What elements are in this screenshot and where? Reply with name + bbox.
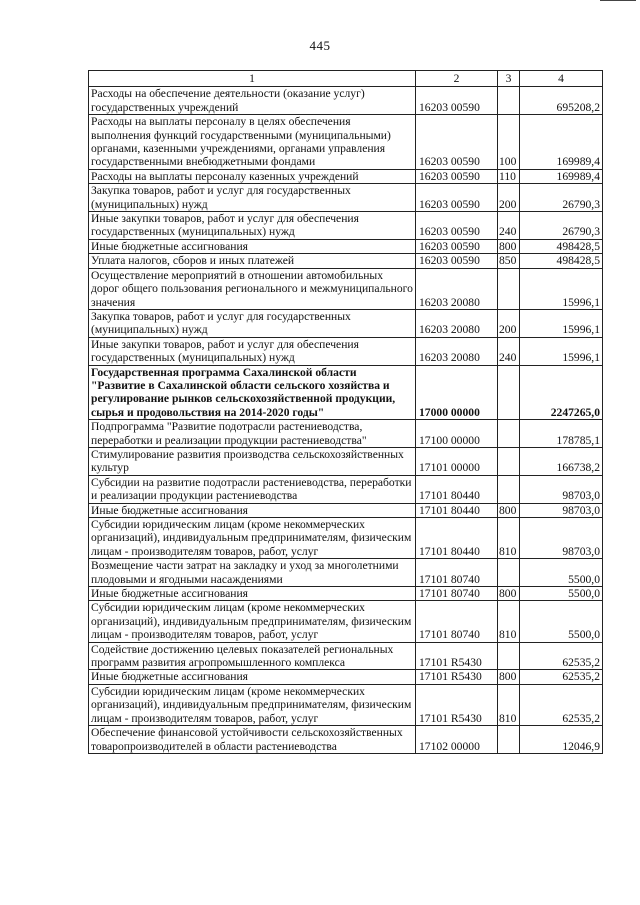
table-row — [89, 337, 603, 365]
row-name-cell: Субсидии юридическим лицам (кроме некоммерческих организаций), индивидуальным предпринимателям, физическим лицам - производителям товаров, работ, услуг — [89, 601, 416, 642]
budget-table — [88, 70, 603, 754]
row-type-cell: 800 — [498, 503, 520, 517]
row-name-cell: Иные закупки товаров, работ и услуг для обеспечения государственных (муниципальных) нужд — [89, 337, 416, 365]
row-name-cell: Расходы на выплаты персоналу в целях обеспечения выполнения функций государственными (муниципальными) органами, казенными учреждениями, органами управления государственными внебюджетными фондами — [89, 115, 416, 170]
row-name-cell: Иные бюджетные ассигнования — [89, 587, 416, 601]
row-type-cell: 810 — [498, 518, 520, 559]
table-row — [89, 239, 603, 253]
row-amount-cell: 15996,1 — [520, 268, 603, 309]
row-type-cell — [498, 420, 520, 448]
row-code-cell: 17101 80440 — [416, 518, 498, 559]
row-type-cell: 100 — [498, 115, 520, 170]
row-code-cell: 17100 00000 — [416, 420, 498, 448]
table-row — [89, 447, 603, 475]
row-name-cell: Субсидии юридическим лицам (кроме некоммерческих организаций), индивидуальным предпринимателям, физическим лицам - производителям товаров, работ, услуг — [89, 518, 416, 559]
table-row — [89, 420, 603, 448]
table-row — [89, 559, 603, 587]
row-code-cell: 16203 00590 — [416, 212, 498, 240]
row-type-cell — [498, 447, 520, 475]
row-name-cell: Уплата налогов, сборов и иных платежей — [89, 254, 416, 268]
table-row — [89, 642, 603, 670]
row-amount-cell: 498428,5 — [520, 254, 603, 268]
row-amount-cell: 98703,0 — [520, 518, 603, 559]
table-row — [89, 254, 603, 268]
table-header-row — [89, 71, 603, 87]
row-amount-cell: 166738,2 — [520, 447, 603, 475]
table-row — [89, 475, 603, 503]
table-row — [89, 268, 603, 309]
row-name-cell: Субсидии юридическим лицам (кроме некоммерческих организаций), индивидуальным предпринимателям, физическим лицам - производителям товаров, работ, услуг — [89, 684, 416, 725]
row-code-cell: 16203 20080 — [416, 268, 498, 309]
row-name-cell: Возмещение части затрат на закладку и уход за многолетними плодовыми и ягодными насаждениями — [89, 559, 416, 587]
row-type-cell: 240 — [498, 337, 520, 365]
page-number: 445 — [309, 38, 331, 53]
row-name-cell: Расходы на обеспечение деятельности (оказание услуг) государственных учреждений — [89, 87, 416, 115]
row-code-cell: 17101 80440 — [416, 475, 498, 503]
column-header-name: 1 — [89, 71, 416, 87]
row-code-cell: 16203 00590 — [416, 115, 498, 170]
row-name-cell: Иные бюджетные ассигнования — [89, 670, 416, 684]
row-code-cell: 17102 00000 — [416, 726, 498, 754]
row-amount-cell: 62535,2 — [520, 670, 603, 684]
row-code-cell: 16203 00590 — [416, 184, 498, 212]
table-row — [89, 503, 603, 517]
row-type-cell — [498, 475, 520, 503]
table-row — [89, 87, 603, 115]
row-name-cell: Содействие достижению целевых показателей региональных программ развития агропромышленного комплекса — [89, 642, 416, 670]
row-type-cell — [498, 726, 520, 754]
row-code-cell: 17101 80740 — [416, 601, 498, 642]
row-code-cell: 17101 80740 — [416, 559, 498, 587]
row-amount-cell: 15996,1 — [520, 337, 603, 365]
table-row — [89, 587, 603, 601]
row-name-cell: Иные бюджетные ассигнования — [89, 239, 416, 253]
row-code-cell: 17101 80740 — [416, 587, 498, 601]
row-code-cell: 16203 00590 — [416, 254, 498, 268]
row-name-cell: Иные закупки товаров, работ и услуг для обеспечения государственных (муниципальных) нужд — [89, 212, 416, 240]
table-row — [89, 601, 603, 642]
row-type-cell: 800 — [498, 587, 520, 601]
row-type-cell: 240 — [498, 212, 520, 240]
row-amount-cell: 26790,3 — [520, 212, 603, 240]
row-amount-cell: 5500,0 — [520, 559, 603, 587]
row-amount-cell: 2247265,0 — [520, 365, 603, 420]
row-code-cell: 17101 R5430 — [416, 670, 498, 684]
row-amount-cell: 12046,9 — [520, 726, 603, 754]
table-row — [89, 184, 603, 212]
row-name-cell: Расходы на выплаты персоналу казенных учреждений — [89, 169, 416, 183]
table-row — [89, 518, 603, 559]
row-amount-cell: 15996,1 — [520, 309, 603, 337]
table-row — [89, 115, 603, 170]
row-type-cell — [498, 87, 520, 115]
row-amount-cell: 5500,0 — [520, 601, 603, 642]
row-name-cell: Обеспечение финансовой устойчивости сельскохозяйственных товаропроизводителей в области растениеводства — [89, 726, 416, 754]
row-amount-cell: 26790,3 — [520, 184, 603, 212]
row-code-cell: 16203 00590 — [416, 169, 498, 183]
page-edge-mark — [600, 0, 636, 1]
row-code-cell: 16203 00590 — [416, 239, 498, 253]
row-name-cell: Иные бюджетные ассигнования — [89, 503, 416, 517]
row-amount-cell: 62535,2 — [520, 642, 603, 670]
row-type-cell — [498, 268, 520, 309]
row-code-cell: 17000 00000 — [416, 365, 498, 420]
row-code-cell: 16203 00590 — [416, 87, 498, 115]
row-amount-cell: 695208,2 — [520, 87, 603, 115]
row-code-cell: 17101 R5430 — [416, 642, 498, 670]
row-type-cell: 810 — [498, 684, 520, 725]
row-amount-cell: 169989,4 — [520, 169, 603, 183]
row-type-cell: 110 — [498, 169, 520, 183]
row-amount-cell: 178785,1 — [520, 420, 603, 448]
row-amount-cell: 498428,5 — [520, 239, 603, 253]
row-type-cell — [498, 365, 520, 420]
row-type-cell: 200 — [498, 309, 520, 337]
table-row — [89, 684, 603, 725]
row-amount-cell: 169989,4 — [520, 115, 603, 170]
table-row — [89, 169, 603, 183]
row-amount-cell: 98703,0 — [520, 475, 603, 503]
row-amount-cell: 5500,0 — [520, 587, 603, 601]
row-type-cell: 200 — [498, 184, 520, 212]
row-type-cell: 800 — [498, 239, 520, 253]
column-header-code: 2 — [416, 71, 498, 87]
row-type-cell: 850 — [498, 254, 520, 268]
table-row — [89, 365, 603, 420]
row-type-cell — [498, 559, 520, 587]
row-name-cell: Государственная программа Сахалинской области "Развитие в Сахалинской области сельского хозяйства и регулирование рынков сельскохозяйственной продукции, сырья и продовольствия на 2014-2020 годы" — [89, 365, 416, 420]
row-name-cell: Закупка товаров, работ и услуг для государственных (муниципальных) нужд — [89, 309, 416, 337]
column-header-amount: 4 — [520, 71, 603, 87]
row-name-cell: Осуществление мероприятий в отношении автомобильных дорог общего пользования регионального и межмуниципального значения — [89, 268, 416, 309]
table-row — [89, 670, 603, 684]
table-row — [89, 309, 603, 337]
row-name-cell: Субсидии на развитие подотрасли растениеводства, переработки и реализации продукции растениеводства — [89, 475, 416, 503]
table-row — [89, 212, 603, 240]
table-row — [89, 726, 603, 754]
row-name-cell: Стимулирование развития производства сельскохозяйственных культур — [89, 447, 416, 475]
row-amount-cell: 98703,0 — [520, 503, 603, 517]
column-header-type: 3 — [498, 71, 520, 87]
row-code-cell: 16203 20080 — [416, 309, 498, 337]
row-name-cell: Закупка товаров, работ и услуг для государственных (муниципальных) нужд — [89, 184, 416, 212]
row-code-cell: 17101 00000 — [416, 447, 498, 475]
row-type-cell: 800 — [498, 670, 520, 684]
row-code-cell: 17101 R5430 — [416, 684, 498, 725]
row-code-cell: 17101 80440 — [416, 503, 498, 517]
table-body — [89, 87, 603, 754]
row-amount-cell: 62535,2 — [520, 684, 603, 725]
row-name-cell: Подпрограмма "Развитие подотрасли растениеводства, переработки и реализации продукции растениеводства" — [89, 420, 416, 448]
row-code-cell: 16203 20080 — [416, 337, 498, 365]
row-type-cell — [498, 642, 520, 670]
row-type-cell: 810 — [498, 601, 520, 642]
